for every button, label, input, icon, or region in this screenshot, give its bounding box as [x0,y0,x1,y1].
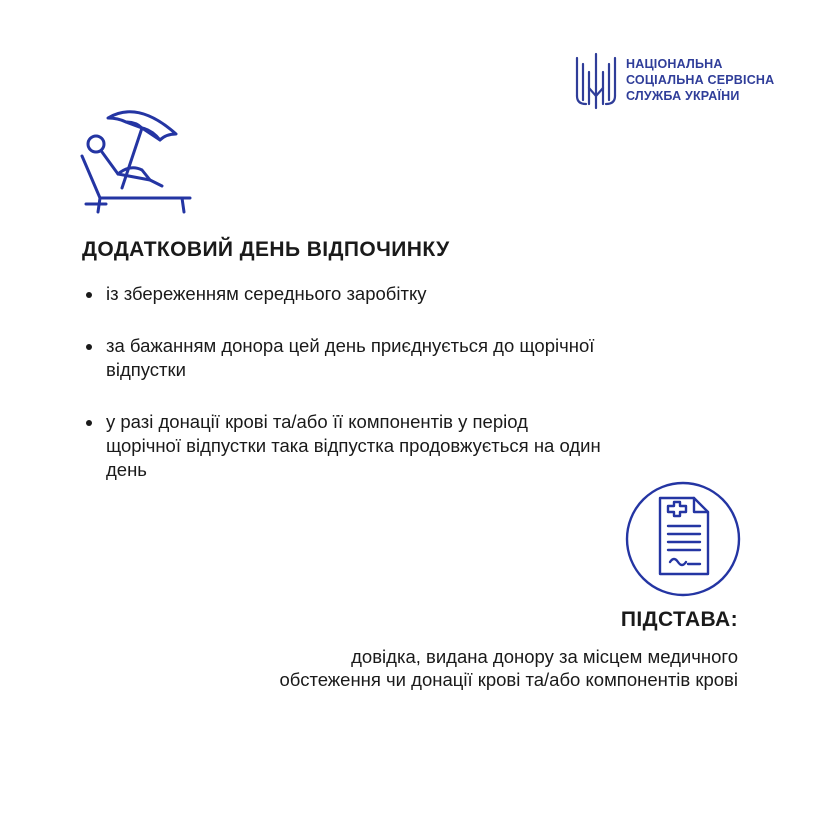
list-item-text: за бажанням донора цей день приєднується до щорічної відпустки [106,335,595,380]
bullet-dot [86,420,92,426]
beach-umbrella-lounger-icon [78,104,198,222]
basis-text: довідка, видана донору за місцем медичного обстеження чи донації крові та/або компонентів крові [279,646,738,690]
list-item-text: у разі донації крові та/або її компонентів у період щорічної відпустки така відпустка продовжується на один день [106,411,601,480]
trident-logo-icon [574,52,618,110]
basis-heading: ПІДСТАВА: [620,608,738,631]
list-item [84,410,606,482]
medical-document-icon [624,480,742,598]
bullet-dot [86,344,92,350]
logo-line: СЛУЖБА УКРАЇНИ [626,89,740,103]
list-item [84,282,427,306]
list-item [84,334,646,382]
nssu-logo [574,52,794,114]
logo-line: НАЦІОНАЛЬНА [626,57,723,71]
logo-line: СОЦІАЛЬНА СЕРВІСНА [626,73,775,87]
logo-text [626,56,774,104]
bullet-dot [86,292,92,298]
page-title: ДОДАТКОВИЙ ДЕНЬ ВІДПОЧИНКУ [82,238,450,261]
list-item-text: із збереженням середнього заробітку [106,283,427,304]
